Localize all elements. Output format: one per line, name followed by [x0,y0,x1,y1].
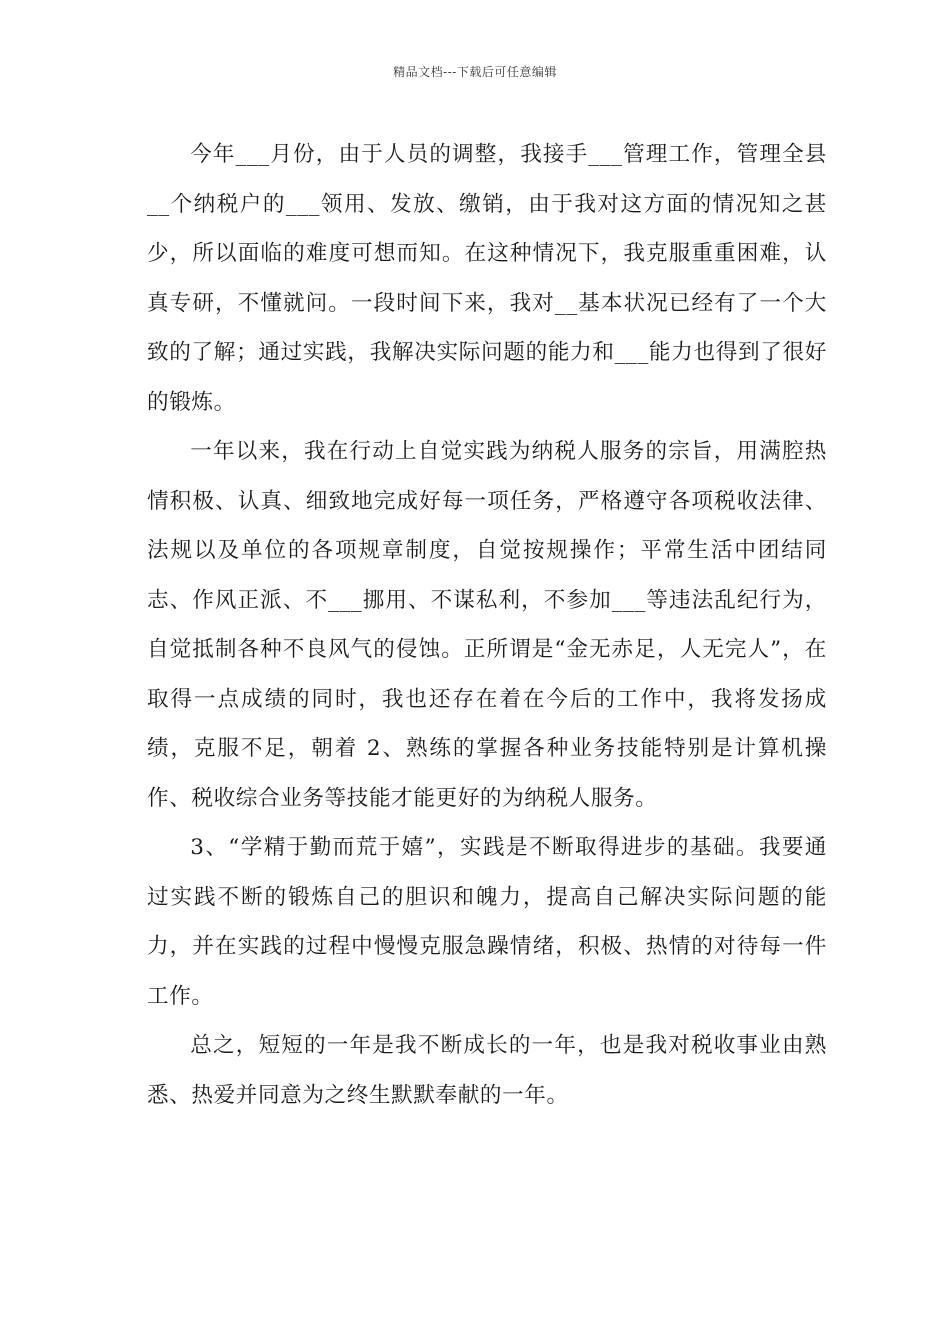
paragraph-1: 今年___月份，由于人员的调整，我接手___管理工作，管理全县__个纳税户的___领用、发放、缴销，由于我对这方面的情况知之甚少，所以面临的难度可想而知。在这种情况下，我克服重重困难，认真专研，不懂就问。一段时间下来，我对__基本状况已经有了一个大致的了解；通过实践，我解决实际问题的能力和___能力也得到了很好的锻炼。 [147,142,827,415]
paragraph-2: 一年以来，我在行动上自觉实践为纳税人服务的宗旨，用满腔热情积极、认真、细致地完成好每一项任务，严格遵守各项税收法律、法规以及单位的各项规章制度，自觉按规操作；平常生活中团结同志、作风正派、不___挪用、不谋私利，不参加___等违法乱纪行为，自觉抵制各种不良风气的侵蚀。正所谓是“金无赤足，人无完人”，在取得一点成绩的同时，我也还存在着在今后的工作中，我将发扬成绩，克服不足，朝着 2、熟练的掌握各种业务技能特别是计算机操作、税收综合业务等技能才能更好的为纳税人服务。 [147,439,827,811]
paragraph-4: 总之，短短的一年是我不断成长的一年，也是我对税收事业由熟悉、热爱并同意为之终生默默奉献的一年。 [147,1033,827,1108]
paragraph-3: 3、“学精于勤而荒于嬉”，实践是不断取得进步的基础。我要通过实践不断的锻炼自己的胆识和魄力，提高自己解决实际问题的能力，并在实践的过程中慢慢克服急躁情绪，积极、热情的对待每一件工作。 [147,835,827,1009]
document-body [147,130,827,1120]
page-header: 精品文档---下载后可任意编辑 [393,65,557,79]
